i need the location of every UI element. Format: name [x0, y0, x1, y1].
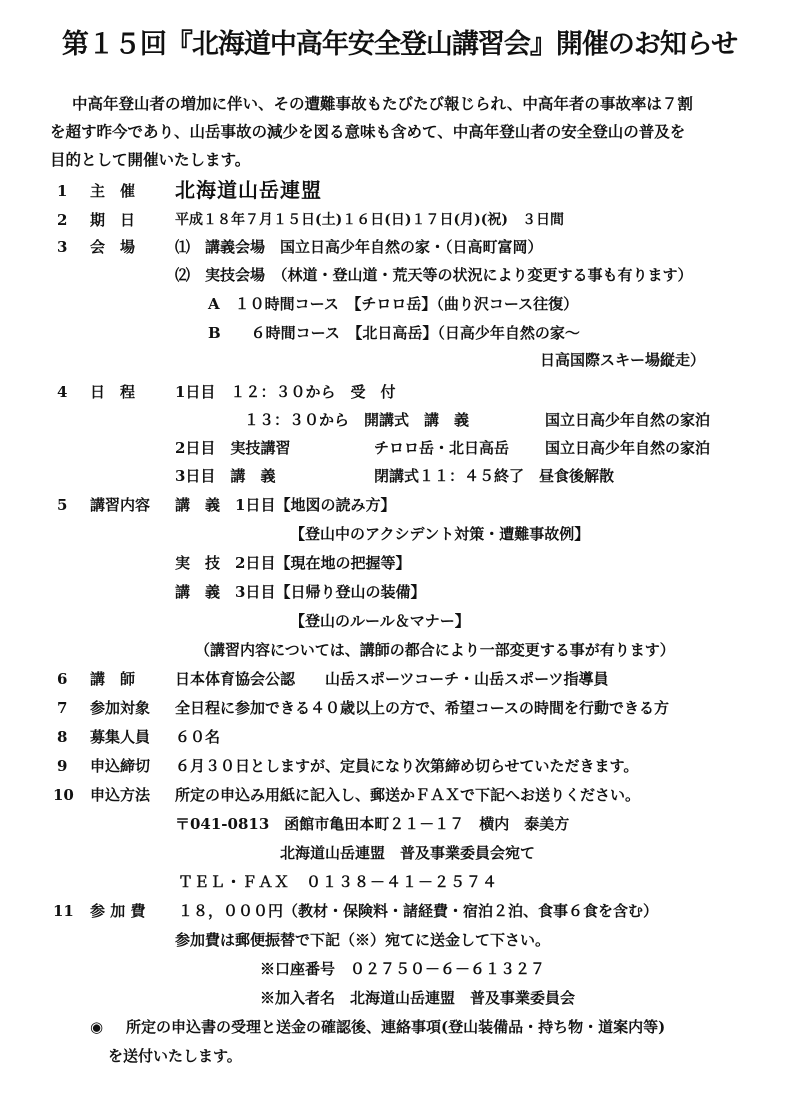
item-number: 6 — [57, 670, 68, 688]
account-number: ※口座番号 ０２７５０－６－６１３２７ — [260, 960, 546, 978]
content-line-3: 実 技 2日目【現在地の把握等】 — [175, 554, 411, 572]
item-label: 主 催 — [90, 182, 136, 200]
deadline-value: ６月３０日としますが、定員になり次第締め切らせていただきます。 — [175, 757, 639, 775]
course-b-cont: 日高国際スキー場縦走） — [540, 351, 706, 369]
item-number: 7 — [57, 699, 68, 717]
tel-fax: ＴＥＬ・ＦＡＸ ０１３８－４１－２５７４ — [178, 873, 499, 891]
capacity-value: ６０名 — [175, 728, 221, 746]
item-label: 講習内容 — [90, 496, 151, 514]
item-number: 3 — [57, 238, 68, 256]
item-number: 2 — [57, 211, 68, 229]
item-number: 5 — [57, 496, 68, 514]
schedule-day1: 1日目 １２：３０から 受 付 — [175, 383, 396, 401]
fee-note: 参加費は郵便振替で下記（※）宛てに送金して下さい。 — [175, 931, 551, 949]
schedule-day3-b: 閉講式１１：４５終了 昼食後解散 — [374, 467, 615, 485]
period-value: 平成１８年７月１５日(土)１６日(日)１７日(月)(祝) ３日間 — [175, 212, 564, 228]
schedule-day3: 3日目 講 義 — [175, 467, 276, 485]
footer-line-2: を送付いたします。 — [108, 1047, 242, 1065]
item-number: 11 — [53, 902, 74, 920]
item-label: 講 師 — [90, 670, 136, 688]
item-label: 申込方法 — [90, 786, 151, 804]
bullet-icon: ◉ — [90, 1018, 104, 1036]
item-label: 募集人員 — [90, 728, 151, 746]
item-number: 10 — [53, 786, 74, 804]
addressee: 北海道山岳連盟 普及事業委員会宛て — [280, 844, 536, 862]
item-number: 9 — [57, 757, 68, 775]
venue-lecture: ⑴ 講義会場 国立日高少年自然の家・（日高町富岡） — [175, 238, 543, 256]
mailing-address: 〒041-0813 函館市亀田本町２１－１７ 横内 泰美方 — [175, 815, 570, 833]
method-value: 所定の申込み用紙に記入し、郵送かＦＡＸで下記へお送りください。 — [175, 786, 641, 804]
venue-practice: ⑵ 実技会場 （林道・登山道・荒天等の状況により変更する事も有ります） — [175, 266, 693, 284]
item-label: 参加対象 — [90, 699, 151, 717]
organizer-name: 北海道山岳連盟 — [175, 178, 322, 202]
schedule-day2-lodging: 国立日高少年自然の家泊 — [545, 439, 711, 457]
footer-line-1: 所定の申込書の受理と送金の確認後、連絡事項(登山装備品・持ち物・道案内等) — [126, 1018, 666, 1036]
item-label: 参 加 費 — [90, 902, 146, 920]
intro-line-1: 中高年登山者の増加に伴い、その遭難事故もたびたび報じられ、中高年者の事故率は７割 — [72, 94, 693, 113]
item-number: 8 — [57, 728, 68, 746]
schedule-day1-b: １３：３０から 開講式 講 義 — [244, 411, 470, 429]
item-label: 申込締切 — [90, 757, 151, 775]
content-note: （講習内容については、講師の都合により一部変更する事が有ります） — [195, 641, 675, 659]
course-a: A １０時間コース 【チロロ岳】（曲り沢コース往復） — [208, 295, 579, 313]
page-title: 第１５回『北海道中高年安全登山講習会』開催のお知らせ — [61, 29, 738, 60]
item-label: 会 場 — [90, 238, 136, 256]
account-holder: ※加入者名 北海道山岳連盟 普及事業委員会 — [260, 989, 576, 1007]
eligibility-value: 全日程に参加できる４０歳以上の方で、希望コースの時間を行動できる方 — [175, 699, 669, 717]
schedule-day1-lodging: 国立日高少年自然の家泊 — [545, 411, 711, 429]
content-line-2: 【登山中のアクシデント対策・遭難事故例】 — [290, 525, 590, 543]
content-line-5: 【登山のルール＆マナー】 — [290, 612, 470, 630]
content-line-4: 講 義 3日目【日帰り登山の装備】 — [175, 583, 426, 601]
intro-line-2: を超す昨今であり、山岳事故の減少を図る意味も含めて、中高年登山者の安全登山の普及を — [50, 122, 686, 141]
instructor-value: 日本体育協会公認 山岳スポーツコーチ・山岳スポーツ指導員 — [175, 670, 609, 688]
item-label: 期 日 — [90, 211, 136, 229]
course-b: B ６時間コース 【北日高岳】（日高少年自然の家～ — [208, 324, 580, 342]
item-number: 1 — [57, 182, 68, 200]
schedule-day2-b: チロロ岳・北日高岳 — [374, 439, 510, 457]
schedule-day2: 2日目 実技講習 — [175, 439, 291, 457]
content-line-1: 講 義 1日目【地図の読み方】 — [175, 496, 396, 514]
item-label: 日 程 — [90, 383, 136, 401]
fee-value: １８，０００円（教材・保険料・諸経費・宿泊２泊、食事６食を含む） — [178, 902, 659, 920]
item-number: 4 — [57, 383, 68, 401]
intro-line-3: 目的として開催いたします。 — [50, 150, 251, 169]
